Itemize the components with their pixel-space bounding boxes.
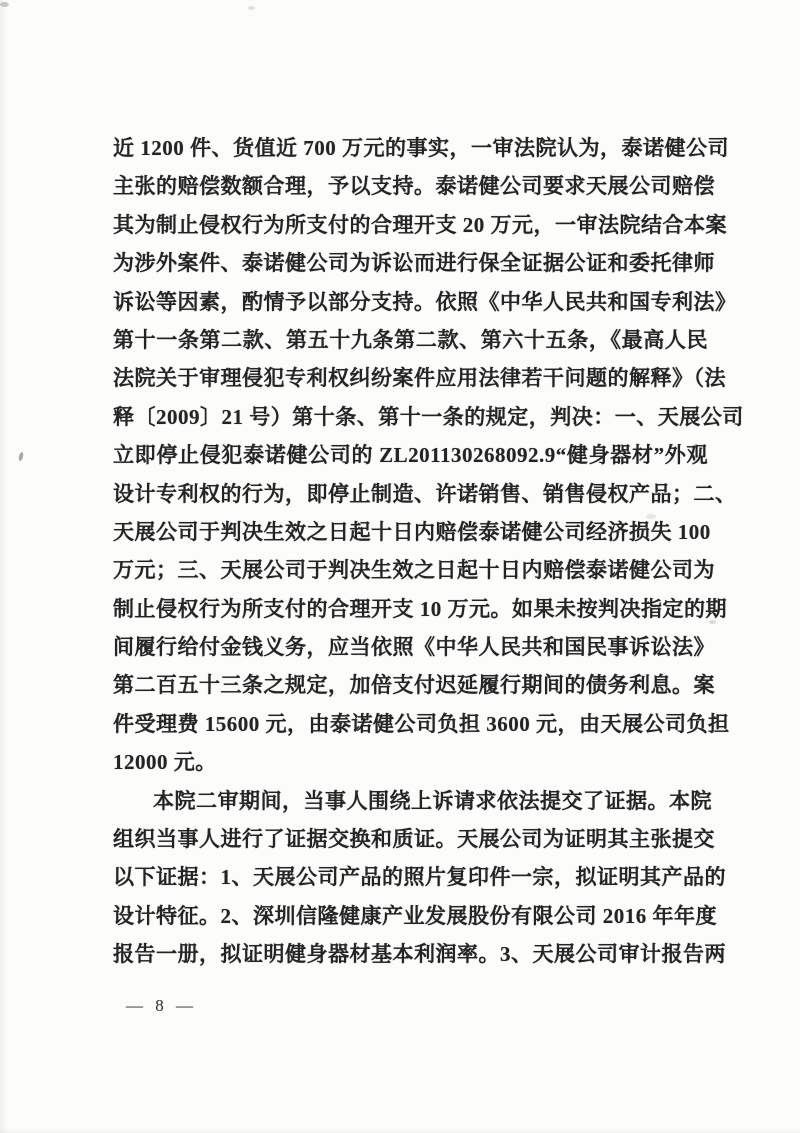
scan-edge-shade-bottom <box>0 1127 800 1133</box>
scan-artifact <box>0 2 9 7</box>
text-line: 制止侵权行为所支付的合理开支 10 万元。如果未按判决指定的期 <box>113 596 727 621</box>
text-line: 组织当事人进行了证据交换和质证。天展公司为证明其主张提交 <box>113 827 715 852</box>
text-line: 为涉外案件、泰诺健公司为诉讼而进行保全证据公证和委托律师 <box>113 251 715 276</box>
text-line: 近 1200 件、货值近 700 万元的事实，一审法院认为，泰诺健公司 <box>113 136 729 160</box>
text-line: 主张的赔偿数额合理，予以支持。泰诺健公司要求天展公司赔偿 <box>113 174 715 199</box>
text-line: 以下证据：1、天展公司产品的照片复印件一宗，拟证明其产品的 <box>113 865 726 890</box>
text-line: 设计特征。2、深圳信隆健康产业发展股份有限公司 2016 年年度 <box>113 903 717 928</box>
text-line: 其为制止侵权行为所支付的合理开支 20 万元，一审法院结合本案 <box>113 212 727 237</box>
text-line: 第二百五十三条之规定，加倍支付迟延履行期间的债务利息。案 <box>113 673 715 698</box>
text-line-paragraph-start: 本院二审期间，当事人围绕上诉请求依法提交了证据。本院 <box>153 788 712 813</box>
text-line: 诉讼等因素，酌情予以部分支持。依照《中华人民共和国专利法》 <box>113 289 737 314</box>
text-line: 设计专利权的行为，即停止制造、许诺销售、销售侵权产品；二、 <box>113 481 737 506</box>
scan-artifact <box>18 452 24 462</box>
scan-edge-shade-left <box>0 0 7 1133</box>
text-line: 法院关于审理侵犯专利权纠纷案件应用法律若干问题的解释》（法 <box>113 366 726 391</box>
text-line: 报告一册，拟证明健身器材基本利润率。3、天展公司审计报告两 <box>113 942 726 967</box>
page-number: — 8 — <box>126 996 197 1015</box>
text-line: 间履行给付金钱义务，应当依照《中华人民共和国民事诉讼法》 <box>113 635 715 660</box>
judgment-text-block <box>113 129 744 974</box>
text-line: 12000 元。 <box>113 750 217 775</box>
scan-artifact <box>248 6 255 10</box>
text-line: 件受理费 15600 元，由泰诺健公司负担 3600 元，由天展公司负担 <box>113 711 730 736</box>
text-line: 释〔2009〕21 号）第十条、第十一条的规定，判决：一、天展公司 <box>113 404 744 429</box>
text-line: 万元；三、天展公司于判决生效之日起十日内赔偿泰诺健公司为 <box>113 558 715 583</box>
text-line: 立即停止侵犯泰诺健公司的 ZL201130268092.9“健身器材”外观 <box>113 443 708 468</box>
text-line: 第十一条第二款、第五十九条第二款、第六十五条，《最高人民 <box>113 327 708 352</box>
text-line: 天展公司于判决生效之日起十日内赔偿泰诺健公司经济损失 100 <box>113 519 711 544</box>
